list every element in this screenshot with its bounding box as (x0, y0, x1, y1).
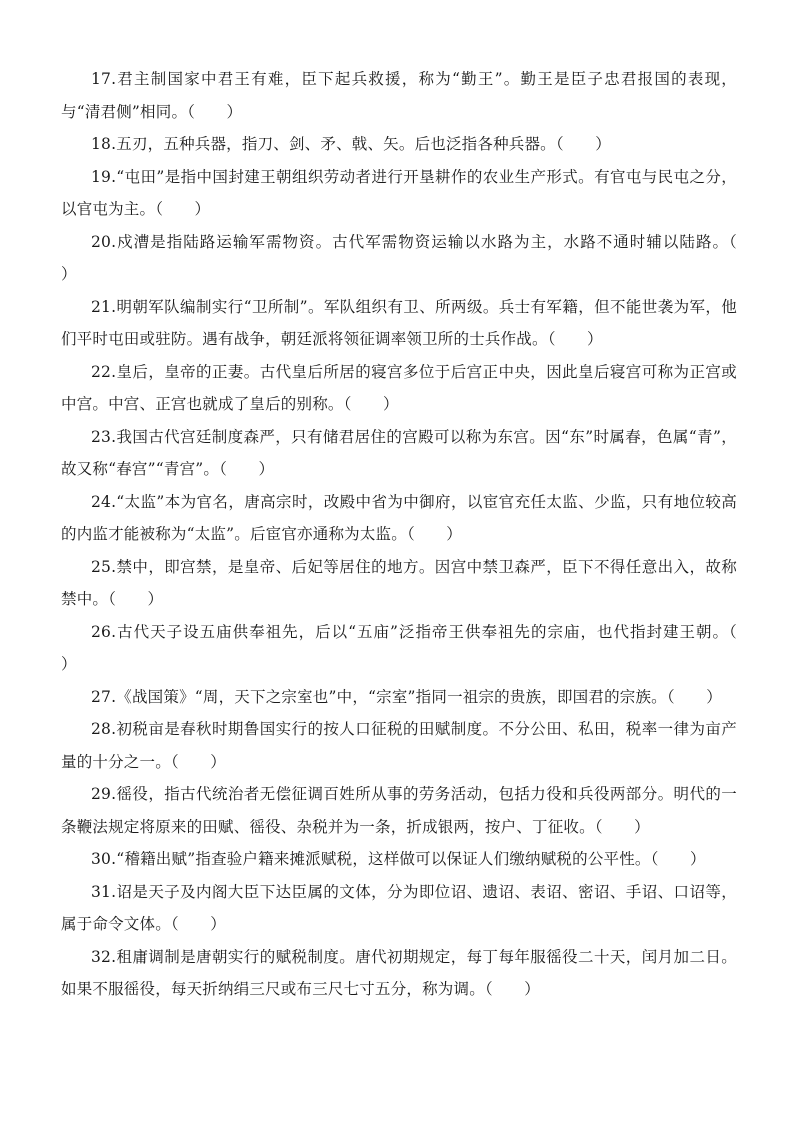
question-text: “屯田”是指中国封建王朝组织劳动者进行开垦耕作的农业生产形式。有官屯与民屯之分，以官屯为主。（ ） (61, 167, 737, 218)
question-30 (61, 843, 737, 876)
question-number: 21. (91, 297, 117, 316)
question-29 (61, 778, 737, 843)
question-text: 禁中，即宫禁，是皇帝、后妃等居住的地方。因宫中禁卫森严，臣下不得任意出入，故称禁中。（ ） (61, 557, 737, 608)
question-number: 32. (91, 947, 117, 966)
question-number: 19. (91, 167, 117, 186)
question-number: 18. (91, 135, 117, 153)
question-20 (61, 226, 769, 291)
question-text: 皇后，皇帝的正妻。古代皇后所居的寝宫多位于后宫正中央，因此皇后寝宫可称为正宫或中宫。中宫、正宫也就成了皇后的别称。（ ） (61, 362, 737, 413)
question-text: 初税亩是春秋时期鲁国实行的按人口征税的田赋制度。不分公田、私田，税率一律为亩产量的十分之一。（ ） (61, 720, 737, 771)
question-text: 君主制国家中君王有难，臣下起兵救援，称为“勤王”。勤王是臣子忠君报国的表现，与“清君侧”相同。（ ） (61, 70, 737, 121)
question-number: 24. (91, 492, 117, 511)
question-number: 23. (91, 427, 117, 446)
question-number: 30. (91, 850, 117, 868)
question-number: 20. (91, 232, 117, 251)
question-number: 28. (91, 720, 117, 738)
question-17 (61, 63, 737, 128)
question-31 (61, 876, 737, 941)
question-text: 戍漕是指陆路运输军需物资。古代军需物资运输以水路为主，水路不通时辅以陆路。（ ） (61, 232, 769, 283)
document-page (61, 63, 769, 1006)
question-text: 《战国策》“周，天下之宗室也”中，“宗室”指同一祖宗的贵族，即国君的宗族。（ ） (116, 687, 722, 706)
question-24 (61, 486, 737, 551)
question-25 (61, 551, 737, 616)
question-26 (61, 616, 769, 681)
question-number: 25. (91, 557, 117, 576)
question-text: “稽籍出赋”指查验户籍来摊派赋税，这样做可以保证人们缴纳赋税的公平性。（ ） (116, 850, 706, 868)
question-number: 27. (91, 687, 117, 706)
question-27 (61, 681, 737, 714)
question-23 (61, 421, 737, 486)
question-text: 古代天子设五庙供奉祖先，后以“五庙”泛指帝王供奉祖先的宗庙，也代指封建王朝。（ ） (61, 622, 769, 673)
question-22 (61, 356, 737, 421)
question-32 (61, 941, 737, 1006)
question-text: 徭役，指古代统治者无偿征调百姓所从事的劳务活动，包括力役和兵役两部分。明代的一条鞭法规定将原来的田赋、徭役、杂税并为一条，折成银两，按户、丁征收。（ ） (61, 785, 737, 836)
question-text: 租庸调制是唐朝实行的赋税制度。唐代初期规定，每丁每年服徭役二十天，闰月加二日。如果不服徭役，每天折纳绢三尺或布三尺七寸五分，称为调。（ ） (61, 947, 737, 998)
question-text: 诏是天子及内阁大臣下达臣属的文体，分为即位诏、遗诏、表诏、密诏、手诏、口诏等，属于命令文体。（ ） (61, 882, 737, 933)
question-21 (61, 291, 737, 356)
question-number: 29. (91, 785, 117, 803)
question-18 (61, 128, 737, 161)
question-number: 26. (91, 622, 117, 641)
question-text: 明朝军队编制实行“卫所制”。军队组织有卫、所两级。兵士有军籍，但不能世袭为军，他们平时屯田或驻防。遇有战争，朝廷派将领征调率领卫所的士兵作战。（ ） (61, 297, 737, 348)
question-text: 五刃，五种兵器，指刀、剑、矛、戟、矢。后也泛指各种兵器。（ ） (116, 135, 611, 153)
question-28 (61, 713, 737, 778)
question-number: 22. (91, 362, 117, 381)
question-19 (61, 161, 737, 226)
question-number: 17. (91, 70, 117, 88)
question-number: 31. (91, 882, 117, 901)
question-text: “太监”本为官名，唐高宗时，改殿中省为中御府，以宦官充任太监、少监，只有地位较高的内监才能被称为“太监”。后宦官亦通称为太监。（ ） (61, 492, 737, 543)
question-text: 我国古代宫廷制度森严，只有储君居住的宫殿可以称为东宫。因“东”时属春，色属“青”，故又称“春宫”“青宫”。（ ） (61, 427, 737, 478)
